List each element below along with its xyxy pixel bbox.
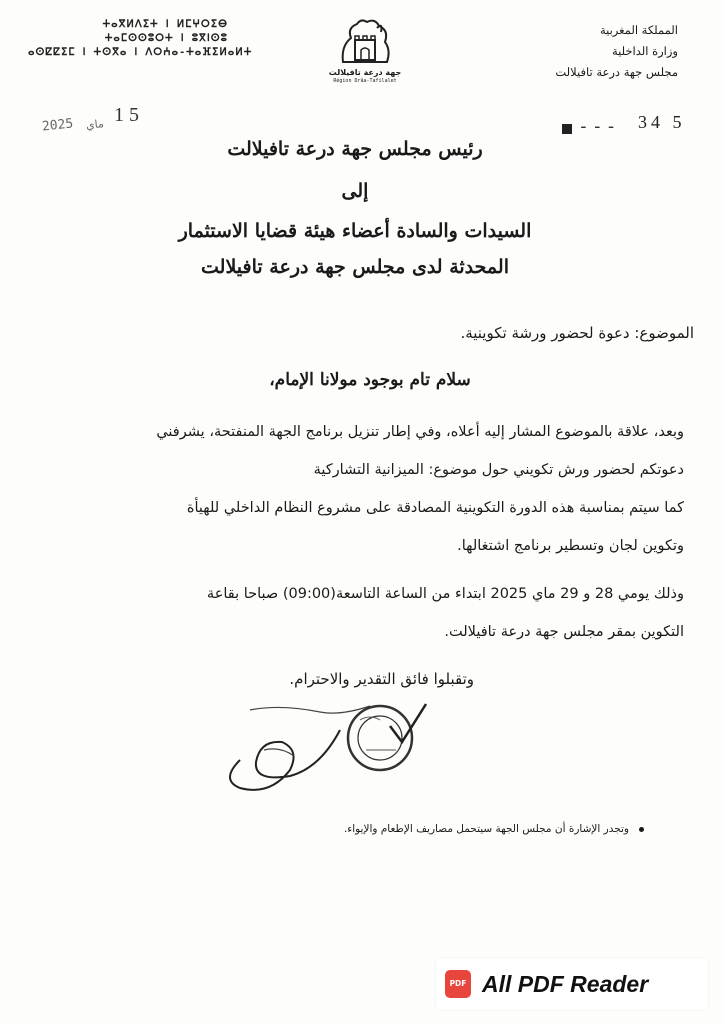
date-stamp bbox=[36, 98, 166, 154]
logo-latin-text: Région Drâa-Tafilalet bbox=[333, 78, 397, 84]
tifinagh-line: ⴰⵙⵇⵇⵉⵎ ⵏ ⵜⵙⴳⴰ ⵏ ⴷⵔⵄⴰ-ⵜⴰⴼⵉⵍⴰⵍⵜ bbox=[28, 47, 253, 58]
addressees-line-2: المحدثة لدى مجلس جهة درعة تافيلالت bbox=[201, 256, 509, 278]
pdf-icon: PDF bbox=[445, 970, 471, 998]
greeting: سلام تام بوجود مولانا الإمام، bbox=[269, 370, 471, 390]
header-line: وزارة الداخلية bbox=[611, 44, 678, 58]
signature-block bbox=[220, 690, 440, 800]
arabic-header bbox=[555, 20, 678, 83]
date-month: ماي bbox=[85, 117, 105, 132]
tifinagh-line: ⵜⴰⵎⵙⵙⵓⵔⵜ ⵏ ⵓⴳⵏⵙⵓ bbox=[104, 33, 228, 44]
body-line: وبعد، علاقة بالموضوع المشار إليه أعلاه، وفي إطار تنزيل برنامج الجهة المنفتحة، يشرفني bbox=[156, 424, 684, 440]
reference-number bbox=[556, 110, 696, 146]
header-line: مجلس جهة درعة تافيلالت bbox=[555, 65, 678, 79]
tifinagh-header bbox=[28, 18, 253, 60]
signature-seal-icon bbox=[220, 690, 440, 800]
tifinagh-line: ⵜⴰⴳⵍⴷⵉⵜ ⵏ ⵍⵎⵖⵔⵉⴱ bbox=[102, 19, 228, 30]
subject-line: الموضوع: دعوة لحضور ورشة تكوينية. bbox=[460, 324, 694, 342]
bullet-icon bbox=[639, 827, 644, 832]
ref-value: 34 5 bbox=[638, 112, 686, 132]
logo-arabic-text: جهة درعة تافيلالت bbox=[328, 68, 402, 77]
body-line: التكوين بمقر مجلس جهة درعة تافيلالت. bbox=[444, 624, 684, 640]
to-word: إلى bbox=[341, 180, 369, 202]
ref-mark bbox=[562, 124, 572, 134]
sender-title: رئيس مجلس جهة درعة تافيلالت bbox=[227, 138, 483, 160]
region-emblem-icon bbox=[337, 16, 393, 66]
body-line: وتكوين لجان وتسطير برنامج اشتغالها. bbox=[457, 538, 684, 554]
closing-line: وتقبلوا فائق التقدير والاحترام. bbox=[289, 670, 474, 688]
addressees-line-1: السيدات والسادة أعضاء هيئة قضايا الاستثمار bbox=[178, 220, 532, 242]
body-line: دعوتكم لحضور ورش تكويني حول موضوع: الميزانية التشاركية bbox=[313, 462, 684, 478]
ref-dashes: --- bbox=[578, 116, 620, 137]
body-line: وذلك يومي 28 و 29 ماي 2025 ابتداء من الساعة التاسعة(09:00) صباحا بقاعة bbox=[206, 586, 684, 602]
footnote bbox=[344, 820, 644, 838]
date-day: 1 5 bbox=[114, 104, 139, 126]
app-brand-name: All PDF Reader bbox=[482, 971, 649, 997]
footnote-text: وتجدر الإشارة أن مجلس الجهة سيتحمل مصاريف الإطعام والإيواء. bbox=[343, 823, 629, 835]
region-logo bbox=[322, 16, 408, 86]
app-banner[interactable] bbox=[436, 958, 708, 1010]
date-year: 2025 bbox=[41, 116, 75, 135]
header-line: المملكة المغربية bbox=[599, 23, 678, 37]
body-line: كما سيتم بمناسبة هذه الدورة التكوينية المصادقة على مشروع النظام الداخلي للهيأة bbox=[186, 500, 684, 516]
